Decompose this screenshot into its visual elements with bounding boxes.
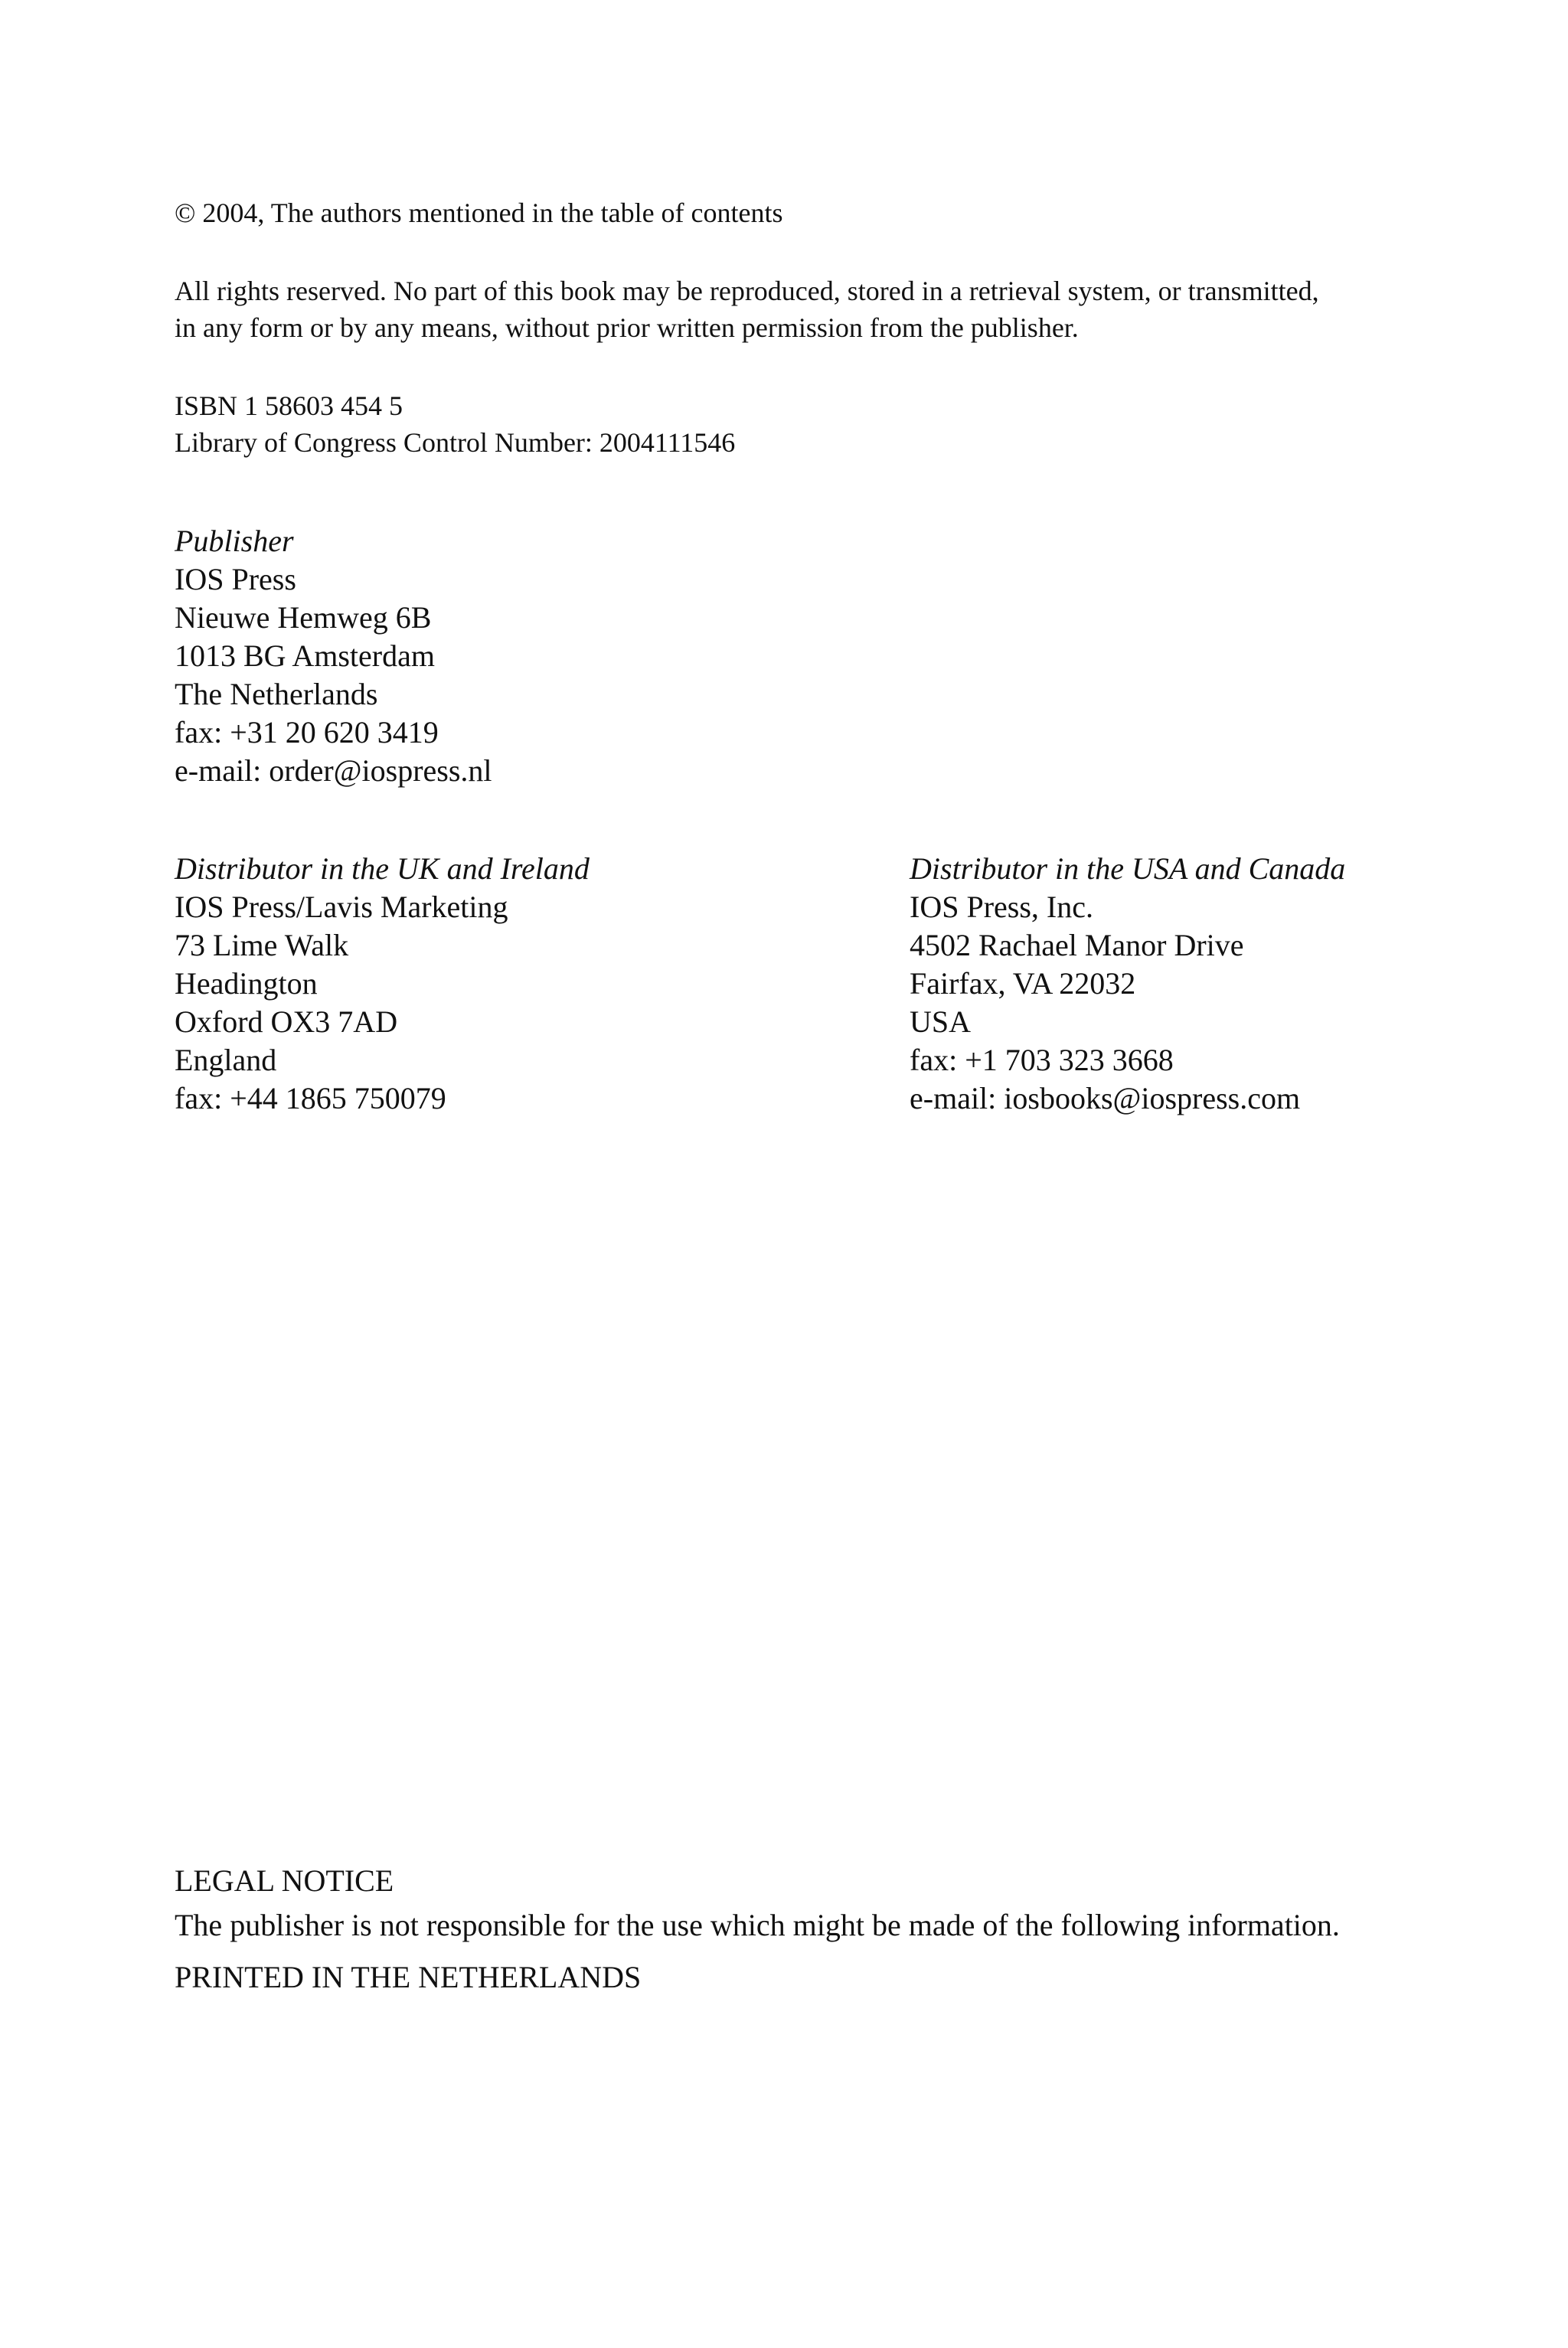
isbn-line: ISBN 1 58603 454 5 <box>175 390 403 421</box>
rights-statement <box>175 273 1319 346</box>
distributor-uk-heading: Distributor in the UK and Ireland <box>175 851 590 886</box>
distributor-uk-block <box>175 850 590 1118</box>
publisher-heading: Publisher <box>175 524 294 558</box>
distributor-uk-line: Headington <box>175 966 318 1001</box>
catalog-info <box>175 387 735 461</box>
copyright-line: © 2004, The authors mentioned in the table of contents <box>175 198 783 228</box>
copyright-notice <box>175 194 783 231</box>
printed-in-line: PRINTED IN THE NETHERLANDS <box>175 1960 642 1994</box>
legal-notice-text: The publisher is not responsible for the use which might be made of the following information. <box>175 1908 1340 1942</box>
distributor-uk-fax: fax: +44 1865 750079 <box>175 1081 446 1115</box>
legal-notice-block <box>175 1862 1340 1997</box>
publisher-line: fax: +31 20 620 3419 <box>175 715 439 749</box>
distributor-usa-line: IOS Press, Inc. <box>910 890 1093 924</box>
distributor-usa-line: Fairfax, VA 22032 <box>910 966 1136 1001</box>
distributor-uk-line: IOS Press/Lavis Marketing <box>175 890 508 924</box>
publisher-line: IOS Press <box>175 562 296 596</box>
distributor-usa-line: 4502 Rachael Manor Drive <box>910 928 1244 962</box>
publisher-line: Nieuwe Hemweg 6B <box>175 600 432 635</box>
rights-line-1: All rights reserved. No part of this book may be reproduced, stored in a retrieval system, or transmitted, <box>175 276 1319 306</box>
rights-line-2: in any form or by any means, without prior written permission from the publisher. <box>175 312 1079 343</box>
distributor-usa-email: e-mail: iosbooks@iospress.com <box>910 1081 1301 1115</box>
publisher-line: 1013 BG Amsterdam <box>175 638 435 673</box>
publisher-email: e-mail: order@iospress.nl <box>175 753 492 788</box>
lccn-line: Library of Congress Control Number: 2004111546 <box>175 427 736 458</box>
distributor-usa-heading: Distributor in the USA and Canada <box>910 851 1346 886</box>
distributor-uk-line: 73 Lime Walk <box>175 928 349 962</box>
distributor-usa-line: USA <box>910 1004 972 1039</box>
distributor-usa-line: fax: +1 703 323 3668 <box>910 1043 1174 1077</box>
publisher-block <box>175 522 492 790</box>
distributor-uk-line: England <box>175 1043 277 1077</box>
distributor-uk-line: Oxford OX3 7AD <box>175 1004 398 1039</box>
distributor-usa-block <box>910 850 1345 1118</box>
publisher-line: The Netherlands <box>175 677 378 711</box>
legal-notice-heading: LEGAL NOTICE <box>175 1863 394 1898</box>
